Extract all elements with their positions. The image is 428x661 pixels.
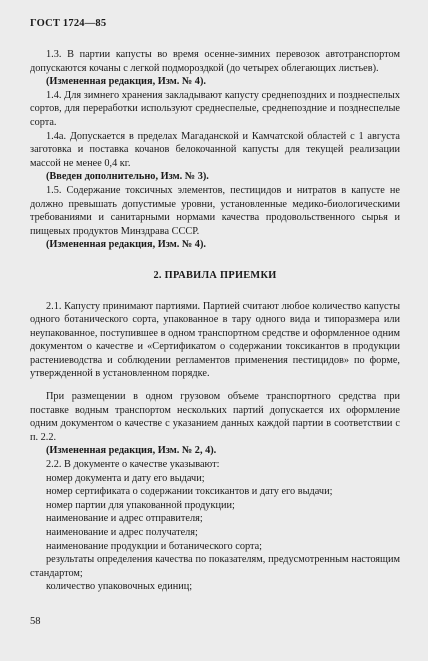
paragraph-2-1-extra: При размещении в одном грузовом объеме транспортного средства при поставке водным транспортом нескольких партий допускается их оформление одним документом о качестве с указанием данных каждой партии в соответствии с п. 2.2. — [30, 391, 400, 443]
paragraph-2-2: 2.2. В документе о качестве указывают: — [46, 459, 220, 471]
list-item: наименование и адрес отправителя; — [46, 513, 203, 525]
list-item: номер документа и дату его выдачи; — [46, 472, 205, 484]
amendment-note: (Измененная редакция, Изм. № 2, 4). — [46, 445, 217, 457]
list-item: количество упаковочных единиц; — [46, 581, 193, 593]
page-content — [30, 48, 400, 594]
paragraph-2-1: 2.1. Капусту принимают партиями. Партией считают любое количество капусты одного ботанического сорта, упакованное в тару одного вида и типоразмера или неупакованное, поступившее в одном транспортном средстве и оформленное одним документом о качестве и «Сертификатом о содержании токсикантов в продукции растениеводства и соблюдении регламентов применения пестицидов» по форме, утвержденной в установленном порядке. — [30, 300, 400, 380]
paragraph-1-4a: 1.4а. Допускается в пределах Магаданской и Камчатской областей с 1 августа заготовка и поставка кочанов белокочанной капусты для текущей реализации массой не менее 0,4 кг. — [30, 130, 400, 169]
amendment-note: (Измененная редакция, Изм. № 4). — [46, 76, 206, 88]
section-heading: 2. ПРАВИЛА ПРИЕМКИ — [153, 269, 277, 281]
paragraph-1-4: 1.4. Для зимнего хранения закладывают капусту среднепоздних и позднеспелых сортов, для переработки используют среднеспелые, среднепоздние и позднеспелые сорта. — [30, 89, 400, 128]
page-number: 58 — [30, 616, 41, 627]
list-item: номер партии для упакованной продукции; — [46, 499, 235, 511]
paragraph-1-3: 1.3. В партии капусты во время осенне-зимних перевозок автотранспортом допускаются кочаны с легкой подмороздкой (до четырех облегающих листьев). — [30, 49, 400, 74]
page-header: ГОСТ 1724—85 — [30, 18, 107, 29]
paragraph-1-5: 1.5. Содержание токсичных элементов, пестицидов и нитратов в капусте не должно превышать допустимые уровни, установленные медико-биологическими требованиями и санитарными нормами качества продовольственного сырья и пищевых продуктов Минздрава СССР. — [30, 184, 400, 237]
list-item: наименование продукции и ботанического сорта; — [46, 540, 263, 552]
list-item: номер сертификата о содержании токсикантов и дату его выдачи; — [46, 486, 333, 498]
list-item: наименование и адрес получателя; — [46, 527, 198, 538]
amendment-note: (Введен дополнительно, Изм. № 3). — [46, 171, 209, 183]
list-item: результаты определения качества по показателям, предусмотренным настоящим стандартом; — [30, 554, 400, 579]
amendment-note: (Измененная редакция, Изм. № 4). — [46, 239, 206, 251]
